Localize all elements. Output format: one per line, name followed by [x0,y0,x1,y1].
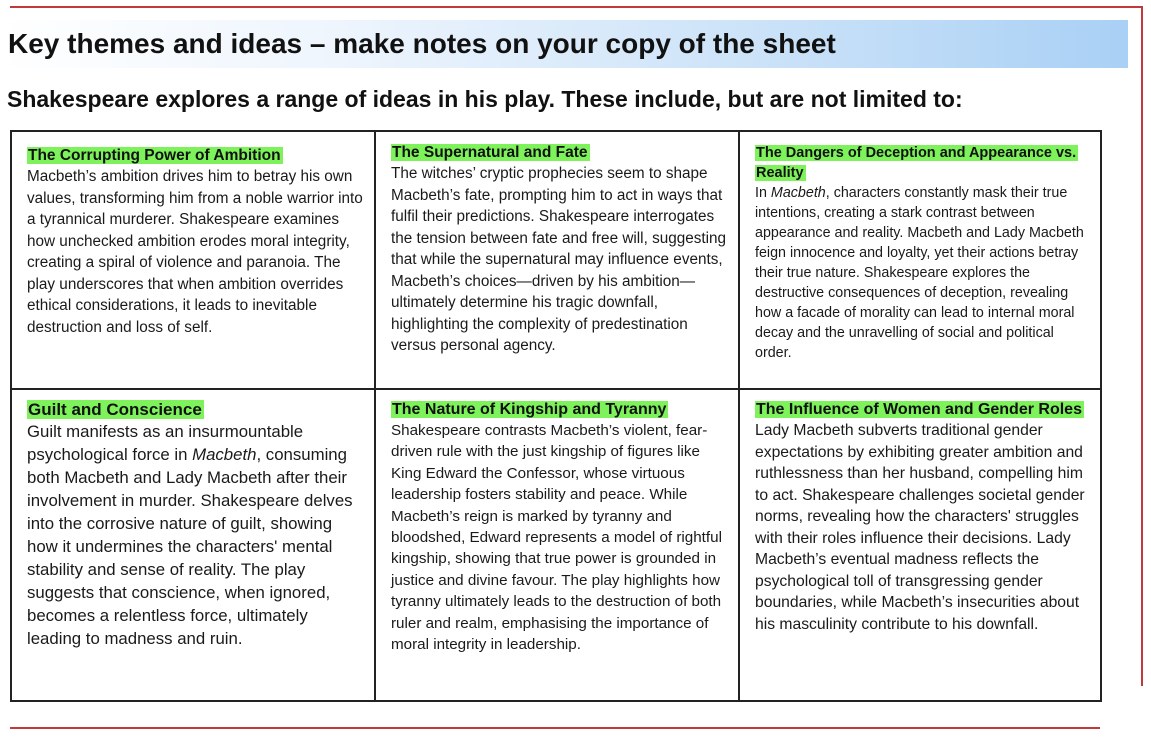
theme-body-supernatural: The witches’ cryptic prophecies seem to shape Macbeth’s fate, prompting him to act in ways that fulfil their predictions. Shakespeare interrogates the tension between fate and free will, suggesting that while the supernatural may influence events, Macbeth’s choices—driven by his ambition—ultimately determine his tragic downfall, highlighting the complexity of predestination versus personal agency. [391,165,727,354]
theme-cell-deception [740,132,1100,390]
theme-title [27,399,364,420]
theme-body-ambition: Macbeth’s ambition drives him to betray his own values, transforming him from a noble warrior into a tyrannical murderer. Shakespeare examines how unchecked ambition erodes moral integrity, creating a spiral of violence and paranoia. The play underscores that when ambition overrides ethical considerations, it leads to inevitable destruction and loss of self. [27,168,363,336]
theme-title [755,399,1090,420]
theme-body-deception-rest: , characters constantly mask their true intentions, creating a stark contrast between appearance and reality. Macbeth and Lady Macbeth feign innocence and loyalty, yet their actions betray their true nature. Shakespeare explores the destructive consequences of deception, revealing how a facade of morality can lead to internal moral decay and the unravelling of social and political order. [755,185,1084,361]
play-title-italic: Macbeth [192,445,257,464]
theme-title-supernatural: The Supernatural and Fate [392,144,588,161]
title-banner [0,20,1128,68]
slide-frame-bottom [10,727,1100,729]
theme-cell-gender [740,390,1100,700]
theme-body-guilt-start: Guilt manifests as an insurmountable psychological force in [27,422,304,464]
theme-cell-ambition [12,132,376,390]
theme-title-gender: The Influence of Women and Gender Roles [756,401,1082,418]
theme-title-deception: The Dangers of Deception and Appearance vs. Reality [756,145,1077,181]
theme-title [391,143,728,163]
theme-title [391,399,728,420]
theme-body-guilt-rest: , consuming both Macbeth and Lady Macbeth after their involvement in murder. Shakespeare delves into the corrosive nature of guilt, showing how it undermines the characters' mental stability and sense of reality. The play suggests that conscience, when ignored, becomes a relentless force, ultimately leading to madness and ruin. [27,445,353,648]
play-title-italic: Macbeth [770,185,826,201]
theme-cell-kingship [376,390,740,700]
themes-table [10,130,1102,702]
theme-body-kingship: Shakespeare contrasts Macbeth’s violent, fear-driven rule with the just kingship of figures like King Edward the Confessor, whose virtuous leadership fosters stability and peace. While Macbeth’s reign is marked by tyranny and bloodshed, Edward represents a model of rightful kingship, showing that true power is grounded in justice and divine favour. The play highlights how tyranny ultimately leads to the destruction of both ruler and realm, emphasising the importance of moral integrity in leadership. [391,422,722,654]
theme-body-guilt [27,420,364,650]
theme-body-deception [755,183,1090,363]
theme-body-gender: Lady Macbeth subverts traditional gender expectations by exhibiting greater ambition and ruthlessness than her husband, compelling him to act. Shakespeare challenges societal gender norms, revealing how the characters' struggles with their roles influence their decisions. Lady Macbeth’s eventual madness reflects the psychological toll of transgressing gender boundaries, while Macbeth’s insecurities about his masculinity contribute to his downfall. [755,422,1085,633]
theme-body-deception-start: In [755,185,771,201]
theme-title-kingship: The Nature of Kingship and Tyranny [392,401,667,418]
theme-cell-supernatural [376,132,740,390]
slide-frame-top [10,6,1143,8]
theme-title [755,143,1090,183]
theme-title-ambition: The Corrupting Power of Ambition [28,147,281,164]
page-title: Key themes and ideas – make notes on your copy of the sheet [8,28,836,59]
slide-frame-right [1141,6,1143,686]
intro-text: Shakespeare explores a range of ideas in his play. These include, but are not limited to: [7,86,963,112]
theme-title [27,146,364,166]
theme-cell-guilt [12,390,376,700]
theme-title-guilt: Guilt and Conscience [28,400,202,419]
